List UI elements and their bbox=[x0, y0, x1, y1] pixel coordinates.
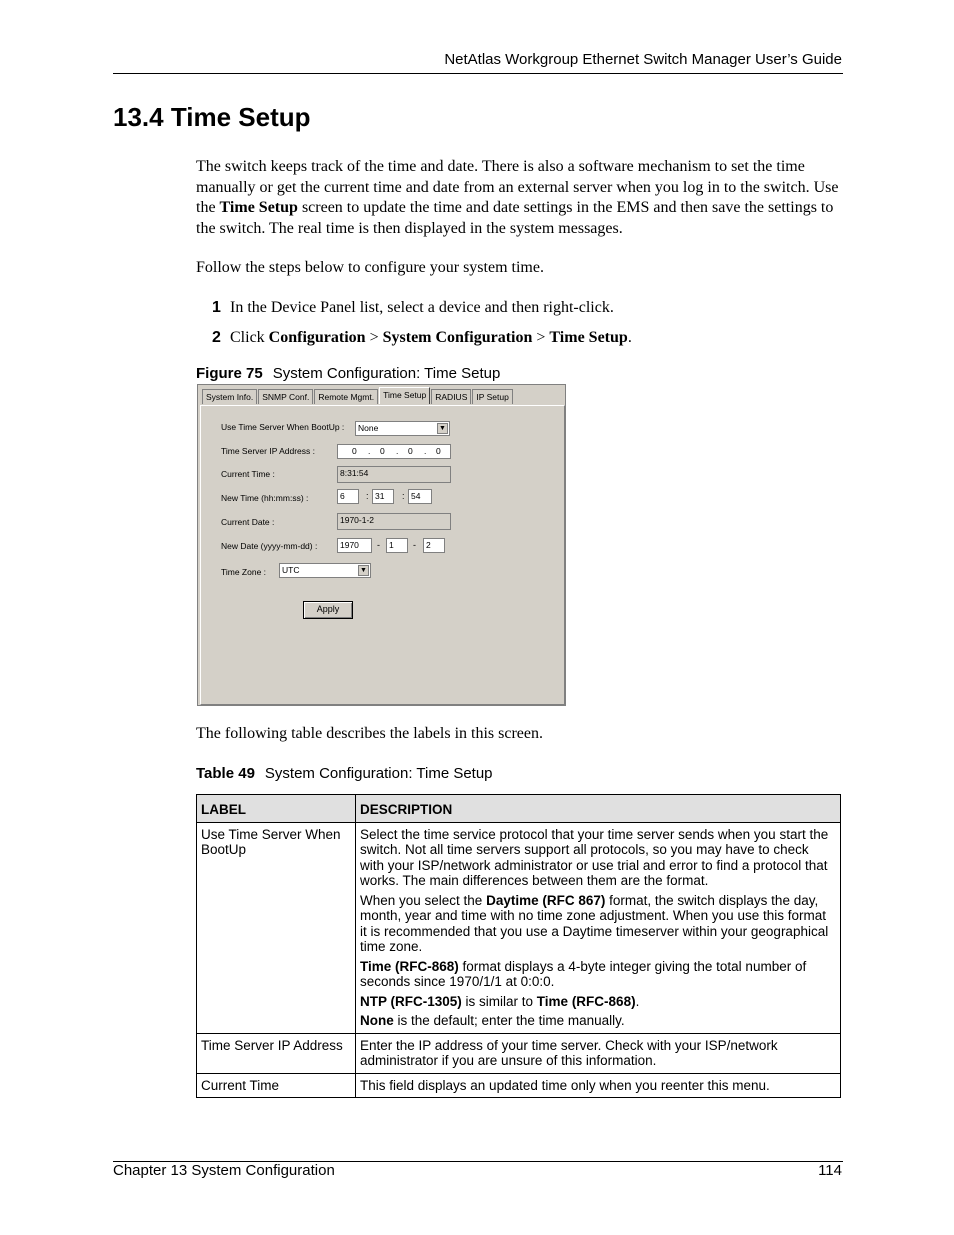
ip-octet: 0 bbox=[436, 446, 441, 456]
table-row bbox=[197, 1033, 841, 1073]
dash: - bbox=[413, 540, 416, 550]
colon: : bbox=[366, 491, 369, 501]
figure-caption-text: System Configuration: Time Setup bbox=[272, 365, 501, 382]
figure-label: Figure 75 bbox=[196, 365, 263, 382]
separator: > bbox=[365, 329, 383, 346]
step-1 bbox=[212, 299, 614, 317]
new-date-label: New Date (yyyy-mm-dd) : bbox=[221, 541, 318, 551]
row-description: Enter the IP address of your time server. Check with your ISP/network administrator if you are unsure of this information. bbox=[356, 1033, 841, 1073]
table-row bbox=[197, 1073, 841, 1098]
tab-radius[interactable]: RADIUS bbox=[431, 389, 471, 404]
new-date-month[interactable]: 1 bbox=[386, 538, 408, 553]
table-intro: The following table describes the labels in this screen. bbox=[196, 725, 544, 742]
dot: . bbox=[368, 446, 371, 456]
table-caption bbox=[196, 765, 493, 782]
tab-bar bbox=[202, 389, 514, 405]
intro-paragraph bbox=[196, 157, 844, 239]
desc-bold: NTP (RFC-1305) bbox=[360, 993, 462, 1009]
desc-paragraph bbox=[360, 893, 836, 955]
desc-bold: Time (RFC-868) bbox=[536, 993, 636, 1009]
time-zone-label: Time Zone : bbox=[221, 567, 267, 577]
menu-system-configuration: System Configuration bbox=[382, 329, 533, 346]
running-header: NetAtlas Workgroup Ethernet Switch Manager User’s Guide bbox=[444, 51, 842, 68]
time-zone-select[interactable] bbox=[279, 563, 371, 578]
time-server-value: None bbox=[358, 423, 379, 433]
separator: > bbox=[532, 329, 550, 346]
new-date-year[interactable]: 1970 bbox=[337, 538, 372, 553]
new-time-minute[interactable]: 31 bbox=[372, 489, 394, 504]
desc-bold: Time (RFC-868) bbox=[360, 958, 459, 974]
current-date-field: 1970-1-2 bbox=[337, 513, 451, 530]
tab-time-setup[interactable]: Time Setup bbox=[379, 387, 430, 404]
ip-address-label: Time Server IP Address : bbox=[221, 446, 316, 456]
tab-remote-mgmt[interactable]: Remote Mgmt. bbox=[314, 389, 378, 404]
step-number: 1 bbox=[212, 299, 221, 316]
intro-text-b: screen to update the time and date settings in the EMS and then save the settings to the switch. The real time is then displayed in the system messages. bbox=[196, 199, 834, 237]
row-label: Time Server IP Address bbox=[197, 1033, 356, 1073]
time-setup-screenshot bbox=[197, 384, 566, 706]
current-time-label: Current Time : bbox=[221, 469, 275, 479]
dash: - bbox=[377, 540, 380, 550]
row-label: Use Time Server When BootUp bbox=[197, 822, 356, 1033]
table-header-row bbox=[197, 795, 841, 823]
step-number: 2 bbox=[212, 329, 221, 346]
current-time-field: 8:31:54 bbox=[337, 466, 451, 483]
tab-snmp-conf[interactable]: SNMP Conf. bbox=[258, 389, 313, 404]
new-time-second[interactable]: 54 bbox=[408, 489, 432, 504]
desc-text: is the default; enter the time manually. bbox=[393, 1013, 625, 1028]
desc-bold: None bbox=[360, 1013, 394, 1028]
period: . bbox=[627, 329, 632, 346]
dot: . bbox=[396, 446, 399, 456]
step-text: Click bbox=[230, 329, 269, 346]
time-server-select[interactable] bbox=[355, 421, 450, 436]
desc-text: format, the switch displays the day, month, year and time with no time zone adjustment. When you use this format it is recommended that you use a Daytime timeserver within your geographical time zone. bbox=[360, 892, 829, 954]
header-description: DESCRIPTION bbox=[356, 795, 841, 823]
colon: : bbox=[402, 491, 405, 501]
intro-text-a: The switch keeps track of the time and date. There is also a software mechanism to set the time manually or get the current time and date from an external server when you log in to the switch. Use the bbox=[196, 158, 839, 216]
tab-ip-setup[interactable]: IP Setup bbox=[472, 389, 512, 404]
follow-steps-paragraph: Follow the steps below to configure your system time. bbox=[196, 259, 544, 276]
ip-octet: 0 bbox=[352, 446, 357, 456]
ip-address-field[interactable] bbox=[337, 444, 451, 459]
time-setup-panel bbox=[200, 405, 565, 705]
chevron-down-icon: ▼ bbox=[358, 565, 369, 576]
desc-text: is similar to bbox=[461, 993, 537, 1009]
desc-text: . bbox=[635, 993, 640, 1009]
chevron-down-icon: ▼ bbox=[437, 423, 448, 434]
intro-bold: Time Setup bbox=[219, 199, 298, 216]
menu-configuration: Configuration bbox=[268, 329, 366, 346]
page-number: 114 bbox=[818, 1162, 842, 1179]
header-rule bbox=[113, 73, 843, 74]
desc-text: format displays a 4-byte integer giving the total number of seconds since 1970/1/1 at 0:0:0. bbox=[360, 958, 807, 989]
section-title: 13.4 Time Setup bbox=[113, 102, 311, 132]
labels-table bbox=[196, 794, 841, 1098]
row-description: This field displays an updated time only when you reenter this menu. bbox=[356, 1073, 841, 1098]
apply-button[interactable]: Apply bbox=[303, 601, 353, 619]
row-label: Current Time bbox=[197, 1073, 356, 1098]
new-time-hour[interactable]: 6 bbox=[337, 489, 359, 504]
new-date-day[interactable]: 2 bbox=[423, 538, 445, 553]
desc-paragraph bbox=[360, 959, 836, 990]
desc-paragraph bbox=[360, 1013, 836, 1029]
menu-time-setup: Time Setup bbox=[549, 329, 628, 346]
row-description bbox=[356, 822, 841, 1033]
current-date-label: Current Date : bbox=[221, 517, 275, 527]
ip-octet: 0 bbox=[408, 446, 413, 456]
table-caption-text: System Configuration: Time Setup bbox=[264, 765, 493, 782]
ip-octet: 0 bbox=[380, 446, 385, 456]
figure-caption bbox=[196, 365, 500, 382]
header-label: LABEL bbox=[197, 795, 356, 823]
time-server-label: Use Time Server When BootUp : bbox=[221, 422, 345, 432]
desc-text: When you select the bbox=[360, 892, 487, 908]
desc-paragraph: Select the time service protocol that your time server sends when you start the switch. Not all time servers support all protocols, so you may have to check with your ISP/network administrator or use trial and error to find a protocol that works. The main differences between them are the format. bbox=[360, 826, 829, 888]
time-zone-value: UTC bbox=[282, 565, 300, 575]
table-label: Table 49 bbox=[196, 765, 255, 782]
footer-chapter: Chapter 13 System Configuration bbox=[113, 1162, 335, 1179]
dot: . bbox=[424, 446, 427, 456]
step-text: In the Device Panel list, select a device and then right-click. bbox=[230, 299, 614, 316]
desc-paragraph bbox=[360, 994, 836, 1010]
new-time-label: New Time (hh:mm:ss) : bbox=[221, 493, 309, 503]
table-row bbox=[197, 822, 841, 1033]
tab-system-info[interactable]: System Info. bbox=[202, 389, 257, 404]
desc-bold: Daytime (RFC 867) bbox=[486, 892, 606, 908]
step-2 bbox=[212, 329, 632, 347]
